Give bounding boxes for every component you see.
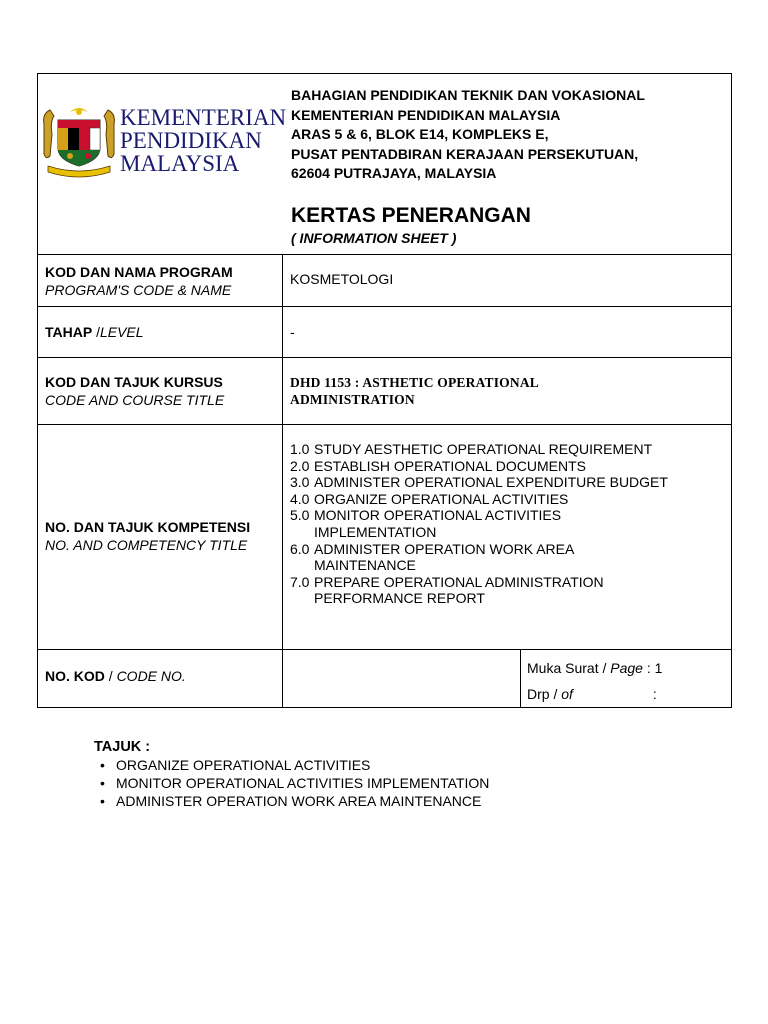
document-title: KERTAS PENERANGAN xyxy=(291,204,531,227)
list-item xyxy=(290,574,724,607)
address-line: BAHAGIAN PENDIDIKAN TEKNIK DAN VOKASIONAL xyxy=(291,87,645,103)
tajuk-item: MONITOR OPERATIONAL ACTIVITIES IMPLEMENTATION xyxy=(116,775,490,791)
item-text: ADMINISTER OPERATIONAL EXPENDITURE BUDGET xyxy=(314,474,668,491)
information-sheet-form xyxy=(37,73,731,705)
address-line: ARAS 5 & 6, BLOK E14, KOMPLEKS E, xyxy=(291,126,549,142)
tajuk-list xyxy=(94,756,489,810)
page-total xyxy=(527,681,725,707)
level-label: TAHAP xyxy=(45,324,93,340)
code-separator: / xyxy=(104,668,117,684)
list-item xyxy=(94,756,489,774)
logo-line-1: KEMENTERIAN xyxy=(120,105,287,130)
tajuk-item: ORGANIZE OPERATIONAL ACTIVITIES xyxy=(116,757,371,773)
list-item xyxy=(290,491,724,508)
of-value: : xyxy=(652,686,657,702)
program-label-cell xyxy=(38,255,283,307)
item-text: PERFORMANCE REPORT xyxy=(314,590,485,607)
level-value: - xyxy=(290,324,295,340)
logo-line-2: PENDIDIKAN xyxy=(120,128,262,153)
program-label-en: PROGRAM'S CODE & NAME xyxy=(45,282,232,298)
item-text: MONITOR OPERATIONAL ACTIVITIES xyxy=(314,507,562,524)
item-text: ESTABLISH OPERATIONAL DOCUMENTS xyxy=(314,457,587,474)
competency-label: NO. DAN TAJUK KOMPETENSI xyxy=(45,519,251,535)
item-number: 5.0 xyxy=(290,507,310,524)
program-label: KOD DAN NAMA PROGRAM xyxy=(45,264,233,280)
code-value-cell xyxy=(283,650,732,708)
competency-list xyxy=(290,441,724,607)
list-item xyxy=(290,474,724,491)
page-label-en: Page xyxy=(610,660,643,676)
item-text: IMPLEMENTATION xyxy=(314,523,437,540)
address-block xyxy=(291,86,645,184)
bullet-icon: • xyxy=(100,775,105,791)
page-label: Muka Surat / xyxy=(527,660,611,676)
program-value-cell xyxy=(283,255,732,307)
item-number: 7.0 xyxy=(290,573,310,590)
item-text: MAINTENANCE xyxy=(314,557,416,574)
course-value-cell xyxy=(283,358,732,425)
list-item xyxy=(290,441,724,458)
level-separator: / xyxy=(92,324,100,340)
code-label: NO. KOD xyxy=(45,668,105,684)
tajuk-heading: TAJUK : xyxy=(94,739,151,755)
malaysia-coat-of-arms-icon xyxy=(40,104,118,180)
bullet-icon: • xyxy=(100,757,105,773)
course-label: KOD DAN TAJUK KURSUS xyxy=(45,374,223,390)
list-item xyxy=(94,774,489,792)
ministry-name xyxy=(120,106,286,175)
item-number: 2.0 xyxy=(290,457,310,474)
header-cell xyxy=(38,74,732,255)
address-line: 62604 PUTRAJAYA, MALAYSIA xyxy=(291,165,497,181)
list-item xyxy=(94,792,489,810)
competency-label-cell xyxy=(38,425,283,650)
code-label-en: CODE NO. xyxy=(116,668,186,684)
level-label-en: LEVEL xyxy=(99,324,144,340)
page-value: : 1 xyxy=(642,660,663,676)
form-table xyxy=(37,73,732,708)
item-text: PREPARE OPERATIONAL ADMINISTRATION xyxy=(314,573,604,590)
ministry-logo xyxy=(40,104,287,180)
course-value-line-2: ADMINISTRATION xyxy=(290,392,415,407)
code-value xyxy=(283,650,521,707)
course-value-line-1: DHD 1153 : ASTHETIC OPERATIONAL xyxy=(290,375,539,390)
code-label-cell xyxy=(38,650,283,708)
item-number: 4.0 xyxy=(290,490,310,507)
page-info xyxy=(521,650,731,707)
list-item xyxy=(290,541,724,574)
page-number xyxy=(527,655,725,681)
course-label-en: CODE AND COURSE TITLE xyxy=(45,392,225,408)
item-number: 6.0 xyxy=(290,540,310,557)
document-subtitle: ( INFORMATION SHEET ) xyxy=(291,230,457,246)
item-number: 1.0 xyxy=(290,441,310,457)
logo-line-3: MALAYSIA xyxy=(120,151,240,176)
list-item xyxy=(290,507,724,540)
competency-label-en: NO. AND COMPETENCY TITLE xyxy=(45,537,248,553)
address-line: PUSAT PENTADBIRAN KERAJAAN PERSEKUTUAN, xyxy=(291,145,639,162)
tajuk-section xyxy=(94,739,489,810)
of-label: Drp / xyxy=(527,686,562,702)
bullet-icon: • xyxy=(100,793,105,809)
item-text: ORGANIZE OPERATIONAL ACTIVITIES xyxy=(314,490,569,507)
course-label-cell xyxy=(38,358,283,425)
of-label-en: of xyxy=(561,686,573,702)
tajuk-item: ADMINISTER OPERATION WORK AREA MAINTENANCE xyxy=(116,793,482,809)
address-line: KEMENTERIAN PENDIDIKAN MALAYSIA xyxy=(291,106,561,123)
level-value-cell xyxy=(283,307,732,358)
program-value: KOSMETOLOGI xyxy=(290,271,394,287)
level-label-cell xyxy=(38,307,283,358)
item-text: ADMINISTER OPERATION WORK AREA xyxy=(314,540,575,557)
list-item xyxy=(290,458,724,475)
item-text: STUDY AESTHETIC OPERATIONAL REQUIREMENT xyxy=(314,441,653,457)
item-number: 3.0 xyxy=(290,474,310,491)
competency-value-cell xyxy=(283,425,732,650)
